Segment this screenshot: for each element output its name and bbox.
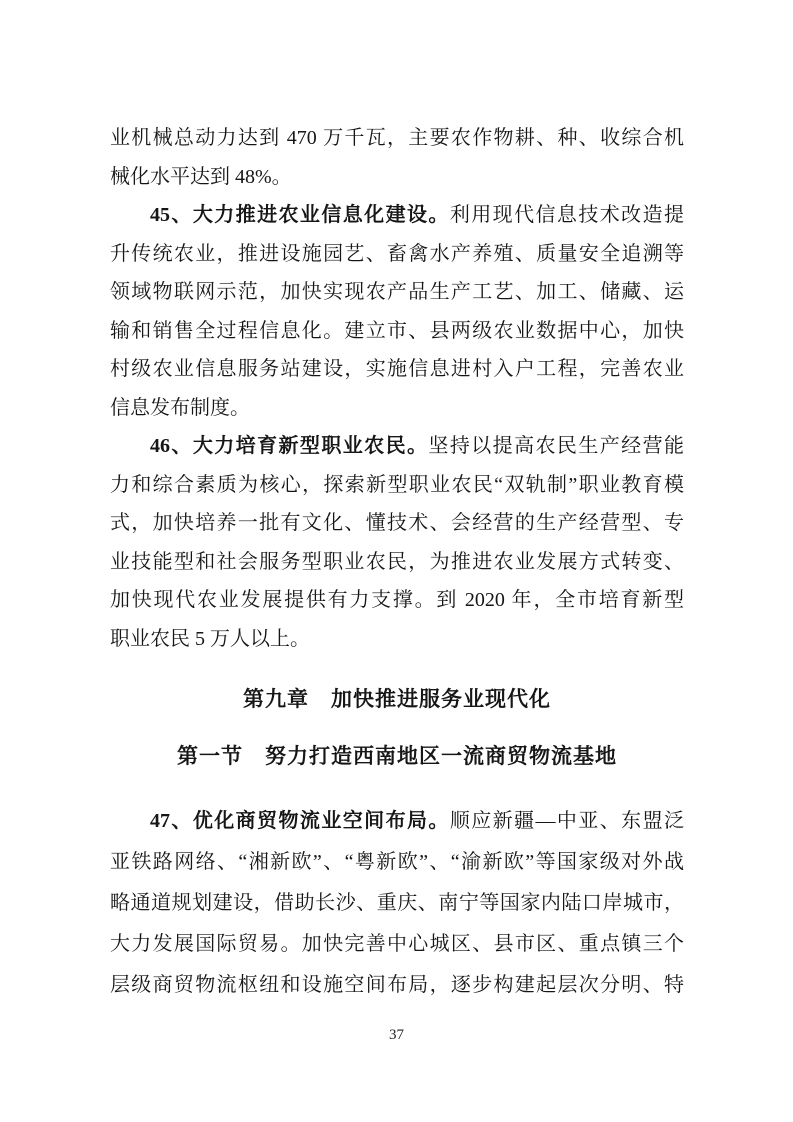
section-heading: 第一节 努力打造西南地区一流商贸物流基地 [177, 744, 617, 768]
line-text: 式，加快培养一批有文化、懂技术、会经营的生产经营型、专 [110, 512, 684, 534]
line-text: 略通道规划建设，借助长沙、重庆、南宁等国家内陆口岸城市， [110, 892, 684, 914]
text-line [110, 312, 684, 351]
item-47-number-lead: 47、优化商贸物流业空间布局。 [150, 810, 450, 832]
line-text: 信息发布制度。 [110, 396, 250, 419]
line-text: 业技能型和社会服务型职业农民，为推进农业发展方式转变、 [110, 550, 684, 573]
text-line [110, 883, 684, 924]
text-line [110, 543, 684, 582]
line-text: 力和综合素质为核心，探索新型职业农民“双轨制”职业教育模 [110, 473, 684, 496]
item-46-number-lead: 46、大力培育新型职业农民。 [150, 435, 429, 457]
line-text: 层级商贸物流枢纽和设施空间布局，逐步构建起层次分明、特 [110, 974, 684, 996]
line-text: 亚铁路网络、“湘新欧”、“粤新欧”、“渝新欧”等国家级对外战 [110, 851, 684, 873]
line-text: 职业农民 5 万人以上。 [110, 627, 310, 650]
line-text: 顺应新疆—中亚、东盟泛 [449, 810, 684, 832]
text-line [110, 801, 684, 842]
text-line [110, 158, 684, 197]
text-line [110, 427, 684, 466]
text-line [110, 924, 684, 965]
line-text: 械化水平达到 48%。 [110, 165, 292, 188]
line-text: 输和销售全过程信息化。建立市、县两级农业数据中心，加快 [110, 319, 684, 342]
text-line [110, 965, 684, 1006]
line-text: 领域物联网示范，加快实现农产品生产工艺、加工、储藏、运 [110, 281, 684, 303]
text-line [110, 273, 684, 312]
line-text: 升传统农业，推进设施园艺、畜禽水产养殖、质量安全追溯等 [110, 242, 684, 265]
line-text: 坚持以提高农民生产经营能 [428, 435, 684, 457]
text-line [110, 389, 684, 428]
text-line [110, 504, 684, 543]
line-text: 利用现代信息技术改造提 [449, 204, 684, 226]
text-line [110, 350, 684, 389]
text-line [110, 620, 684, 659]
text-block [110, 119, 684, 1006]
text-line [110, 581, 684, 620]
line-text: 大力发展国际贸易。加快完善中心城区、县市区、重点镇三个 [110, 933, 684, 955]
page-number: 37 [389, 1027, 404, 1043]
text-line [110, 842, 684, 883]
chapter-heading: 第九章 加快推进服务业现代化 [243, 688, 551, 711]
line-text: 加快现代农业发展提供有力支撑。到 2020 年，全市培育新型 [110, 589, 684, 611]
line-text: 村级农业信息服务站建设，实施信息进村入户工程，完善农业 [110, 358, 684, 380]
text-line [110, 466, 684, 505]
text-line [110, 119, 684, 158]
text-line [110, 235, 684, 274]
line-text: 业机械总动力达到 470 万千瓦，主要农作物耕、种、收综合机 [110, 127, 684, 149]
text-line [110, 196, 684, 235]
item-45-number-lead: 45、大力推进农业信息化建设。 [150, 204, 450, 226]
